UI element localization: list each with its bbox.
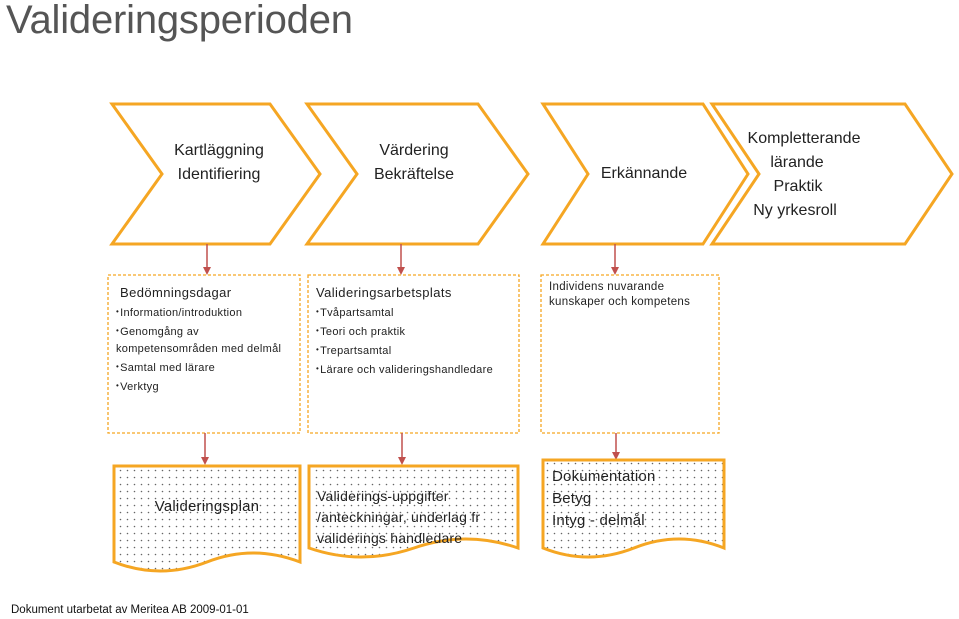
info-box-3-content (549, 280, 709, 310)
document-3-line-2: Betyg (552, 490, 592, 507)
info-box-2-item-1: • Tvåpartsamtal (316, 303, 516, 322)
document-2-text (317, 486, 517, 549)
info-box-2-content (316, 284, 516, 379)
stage-1-line-2: Identifiering (177, 166, 261, 183)
document-2-line-2: /anteckningar, underlag fr (317, 509, 481, 525)
stage-label-3 (575, 162, 713, 186)
document-3-line-3: Intyg - delmål (552, 512, 645, 529)
stage-3-line-1: Erkännande (600, 165, 688, 182)
stage-4-line-4: Ny yrkesroll (753, 202, 837, 219)
stage-4-line-1: Kompletterande (747, 130, 861, 147)
info-box-1-content (116, 284, 296, 396)
document-2-line-1: Validerings-uppgifter (317, 488, 449, 504)
stage-label-1 (150, 139, 288, 187)
stage-4-line-3: Praktik (773, 178, 823, 195)
page-title: Valideringsperioden (6, 0, 353, 42)
document-2-line-3: validerings handledare (317, 530, 463, 546)
info-box-2-item-3: • Trepartsamtal (316, 341, 516, 360)
document-3-line-1: Dokumentation (552, 468, 656, 485)
info-box-3-heading: Individens nuvarande kunskaper och kompetens (549, 281, 691, 308)
info-box-1-item-1: • Information/introduktion (116, 303, 296, 322)
info-box-1-heading: Bedömningsdagar (120, 285, 232, 300)
stage-2-line-1: Värdering (379, 142, 449, 159)
stage-1-line-1: Kartläggning (174, 142, 264, 159)
stage-4-line-2: lärande (770, 154, 824, 171)
info-box-2-heading: Valideringsarbetsplats (316, 285, 452, 300)
stage-label-2 (345, 139, 483, 187)
info-box-1-item-4: • Verktyg (116, 377, 296, 396)
info-box-2-item-4: • Lärare och valideringshandledare (316, 360, 516, 379)
stage-label-4 (730, 127, 878, 223)
info-box-2-item-2: • Teori och praktik (316, 322, 516, 341)
info-box-1-item-2: • Genomgång av kompetensområden med delmål (116, 322, 296, 358)
document-1-text (114, 496, 300, 517)
document-3-text (552, 466, 722, 532)
document-shape-1 (114, 466, 300, 571)
footer-credit: Dokument utarbetat av Meritea AB 2009-01-01 (11, 604, 249, 616)
document-1-line-1: Valideringsplan (154, 498, 260, 515)
stage-2-line-2: Bekräftelse (373, 166, 455, 183)
info-box-1-item-3: • Samtal med lärare (116, 358, 296, 377)
